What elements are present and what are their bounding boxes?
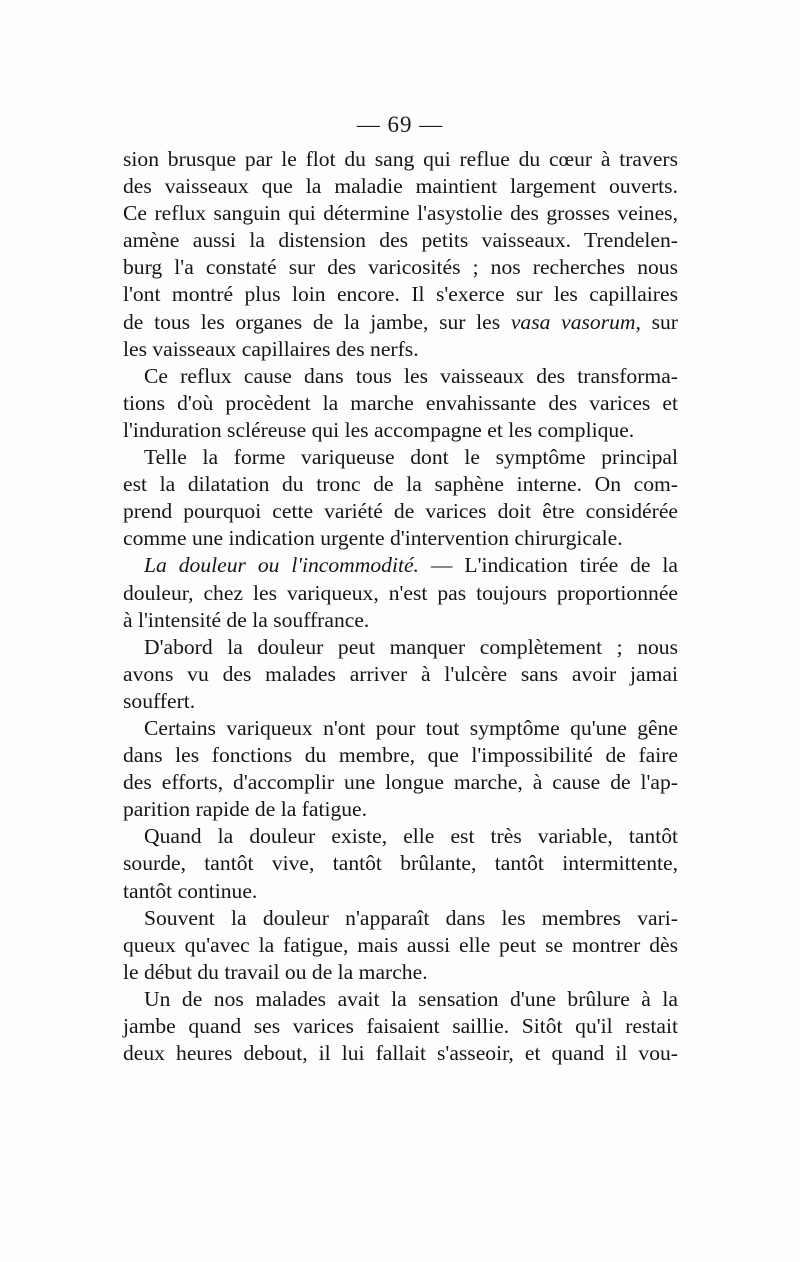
text-line <box>123 417 678 444</box>
line-text: Certains variqueux n'ont pour tout symptôme qu'une gêne <box>144 715 678 740</box>
text-line <box>123 552 678 579</box>
text-line <box>123 471 678 498</box>
line-text: est la dilatation du tronc de la saphène interne. On com- <box>123 472 678 497</box>
line-text: prend pourquoi cette variété de varices doit être considérée <box>123 499 678 524</box>
text-line <box>123 1013 678 1040</box>
text-line <box>123 200 678 227</box>
line-text: le début du travail ou de la marche. <box>123 959 428 984</box>
text-line <box>123 607 678 634</box>
text-line <box>123 580 678 607</box>
text-line <box>123 281 678 308</box>
text-line <box>123 498 678 525</box>
text-line <box>123 688 678 715</box>
line-text: queux qu'avec la fatigue, mais aussi elle peut se montrer dès <box>123 932 678 957</box>
line-text: à l'intensité de la souffrance. <box>123 607 370 632</box>
line-text: comme une indication urgente d'intervention chirurgicale. <box>123 526 623 551</box>
body-text <box>123 146 678 1067</box>
line-text: Quand la douleur existe, elle est très variable, tantôt <box>144 824 678 849</box>
text-line <box>123 390 678 417</box>
line-text: l'ont montré plus loin encore. Il s'exerce sur les capillaires <box>123 282 678 307</box>
text-line <box>123 932 678 959</box>
line-text: de tous les organes de la jambe, sur les <box>123 309 501 334</box>
text-line <box>123 336 678 363</box>
text-line <box>123 769 678 796</box>
line-text: deux heures debout, il lui fallait s'asseoir, et quand il vou- <box>123 1041 678 1066</box>
line-text: jambe quand ses varices faisaient saillie. Sitôt qu'il restait <box>123 1014 678 1038</box>
page-number: — 69 — <box>356 112 444 137</box>
text-line <box>123 227 678 254</box>
line-text: tions d'où procèdent la marche envahissante des varices et <box>123 390 678 415</box>
line-text: sion brusque par le flot du sang qui reflue du cœur à travers <box>123 147 678 171</box>
text-line <box>123 309 678 336</box>
line-text: parition rapide de la fatigue. <box>123 797 368 822</box>
line-text: des vaisseaux que la maladie maintient largement ouverts. <box>123 174 678 199</box>
line-text: — L'indication tirée de la <box>430 553 678 578</box>
line-text: Ce reflux cause dans tous les vaisseaux des transforma- <box>144 363 678 388</box>
text-line <box>123 959 678 986</box>
line-text: Telle la forme variqueuse dont le symptôme principal <box>144 445 678 470</box>
text-line <box>123 796 678 823</box>
text-line <box>123 715 678 742</box>
text-line <box>123 444 678 471</box>
text-line <box>123 363 678 390</box>
text-line <box>123 878 678 905</box>
line-text: dans les fonctions du membre, que l'impossibilité de faire <box>123 743 678 768</box>
text-line <box>123 525 678 552</box>
text-line <box>123 634 678 661</box>
line-text: Un de nos malades avait la sensation d'une brûlure à la <box>144 986 678 1011</box>
line-text: sourde, tantôt vive, tantôt brûlante, tantôt intermittente, <box>123 851 678 876</box>
italic-heading: La douleur ou l'incommodité. <box>144 553 419 578</box>
text-line <box>123 661 678 688</box>
text-line <box>123 823 678 850</box>
text-line <box>123 742 678 769</box>
line-text: amène aussi la distension des petits vaisseaux. Trendelen- <box>123 228 678 253</box>
text-line <box>123 146 678 173</box>
text-line <box>123 905 678 932</box>
text-line <box>123 173 678 200</box>
line-text: l'induration scléreuse qui les accompagne et les complique. <box>123 417 635 442</box>
line-text: Souvent la douleur n'apparaît dans les membres vari- <box>144 905 678 930</box>
text-line <box>123 254 678 281</box>
text-line <box>123 1040 678 1067</box>
line-text: tantôt continue. <box>123 878 258 903</box>
line-text: burg l'a constaté sur des varicosités ; nos recherches nous <box>123 255 678 280</box>
line-text: Ce reflux sanguin qui détermine l'asystolie des grosses veines, <box>123 201 678 226</box>
line-text: douleur, chez les variqueux, n'est pas toujours proportionnée <box>123 580 678 605</box>
line-text: D'abord la douleur peut manquer complètement ; nous <box>144 634 678 659</box>
line-text-tail: sur <box>651 309 678 334</box>
line-text: les vaisseaux capillaires des nerfs. <box>123 336 419 361</box>
line-text: des efforts, d'accomplir une longue marche, à cause de l'ap- <box>123 770 678 795</box>
line-text: souffert. <box>123 688 196 713</box>
text-line <box>123 850 678 877</box>
italic-term: vasa vasorum, <box>510 309 641 334</box>
line-text: avons vu des malades arriver à l'ulcère sans avoir jamai <box>123 661 678 686</box>
text-line <box>123 986 678 1013</box>
